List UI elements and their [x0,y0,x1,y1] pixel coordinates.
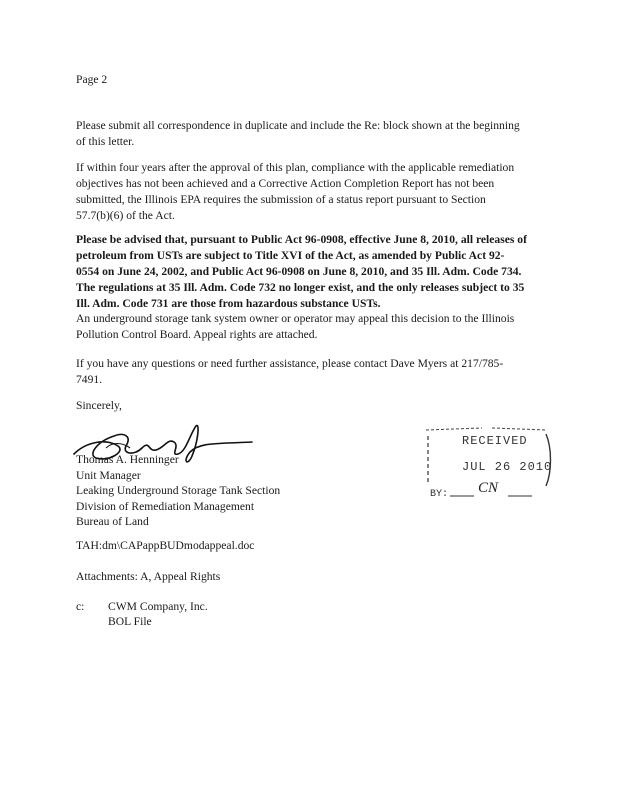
signatory-section: Leaking Underground Storage Tank Section [76,484,281,497]
signatory-title: Unit Manager [76,468,141,482]
text-line: An underground storage tank system owner or operator may appeal this decision to the Illinois [76,312,515,325]
attachments-line: Attachments: A, Appeal Rights [76,570,221,583]
cc-recipient: BOL File [108,615,152,628]
signatory-bureau: Bureau of Land [76,515,149,528]
text-line: Please be advised that, pursuant to Public Act 96-0908, effective June 8, 2010, all releases of [76,233,527,246]
signatory-division: Division of Remediation Management [76,499,255,513]
public-act-notice-paragraph [76,232,546,312]
closing-salutation: Sincerely, [76,399,122,412]
text-line: petroleum from USTs are subject to Title XVI of the Act, as amended by Public Act 92- [76,249,505,262]
text-line: If within four years after the approval of this plan, compliance with the applicable remediation [76,161,515,174]
signatory-name: Thomas A. Henninger [76,453,179,466]
text-line: Ill. Adm. Code 731 are those from hazardous substance USTs. [76,297,381,310]
appeal-paragraph [76,311,546,343]
text-line: submitted, the Illinois EPA requires the submission of a status report pursuant to Section [76,193,486,206]
stamp-date: JUL 26 2010 [462,460,552,474]
text-line: of this letter. [76,135,135,148]
text-line: Please submit all correspondence in duplicate and include the Re: block shown at the beginning [76,119,520,132]
page-number: Page 2 [76,73,108,86]
stamp-received-text: RECEIVED [462,434,528,448]
correspondence-paragraph [76,118,546,150]
text-line: The regulations at 35 Ill. Adm. Code 732 no longer exist, and the only releases subject to 35 [76,281,525,294]
stamp-by-label: BY: [430,489,449,500]
status-report-paragraph [76,160,546,224]
stamp-initials: CN [478,480,499,496]
text-line: 7491. [76,373,103,386]
cc-recipient: CWM Company, Inc. [108,600,208,613]
text-line: 0554 on June 24, 2002, and Public Act 96-0908 on June 8, 2010, and 35 Ill. Adm. Code 734. [76,265,522,278]
questions-paragraph [76,356,546,388]
text-line: 57.7(b)(6) of the Act. [76,209,175,222]
file-reference: TAH:dm\CAPappBUDmodappeal.doc [76,539,255,552]
text-line: Pollution Control Board. Appeal rights are attached. [76,328,318,341]
received-stamp [422,424,552,502]
text-line: objectives has not been achieved and a Corrective Action Completion Report has not been [76,177,495,190]
cc-label: c: [76,600,85,613]
text-line: If you have any questions or need further assistance, please contact Dave Myers at 217/785- [76,357,504,370]
cc-recipients [108,599,208,629]
